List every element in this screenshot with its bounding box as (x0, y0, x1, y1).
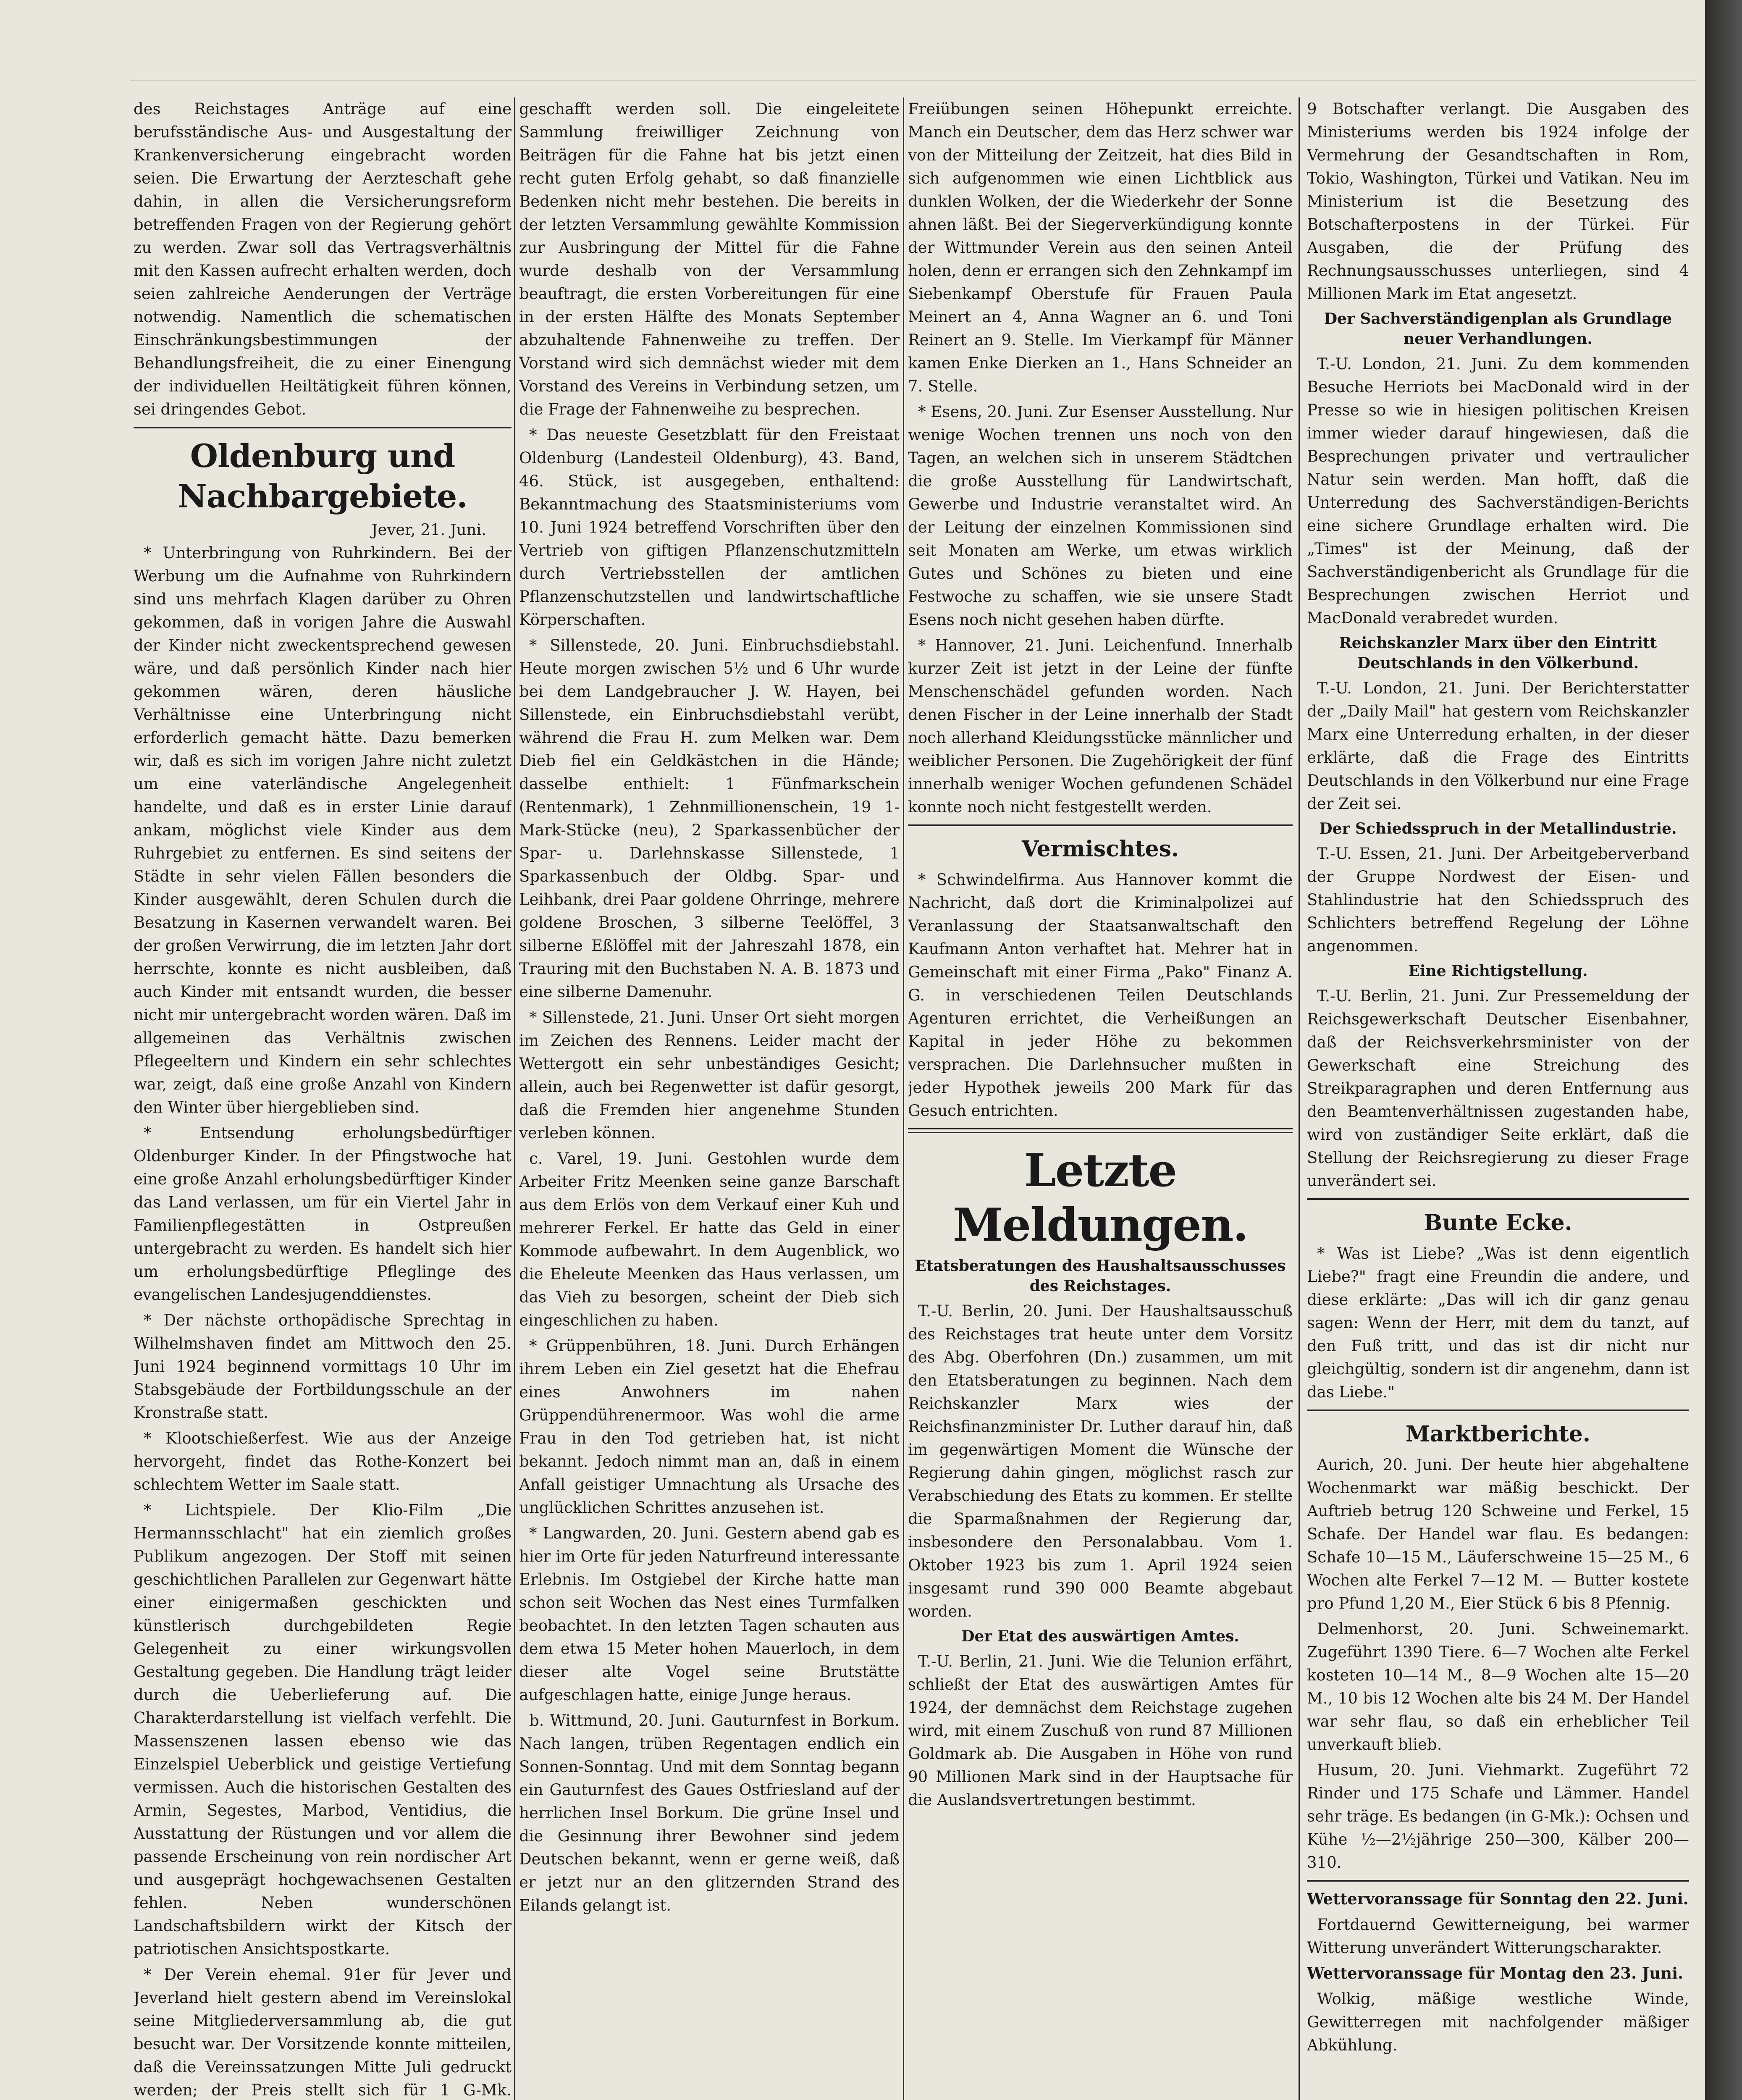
section-heading: Vermischtes. (1021, 836, 1179, 862)
article-text: T.-U. Berlin, 21. Juni. Zur Pressemeldung der Reichsgewerkschaft Deutscher Eisenbahner, daß der Reichsverkehrsminister von der Gewerkschaft eine Streichung des Streikparagraphen und deren Entfernung aus den Beamtenverhältnissen zugestanden habe, wird von zuständiger Seite erklärt, daß die Stellung der Reichsregierung zu dieser Frage unverändert sei. (1307, 987, 1689, 1190)
article-text: T.-U. London, 21. Juni. Zu dem kommenden Besuche Herriots bei MacDonald wird in der Presse so wie in hiesigen politischen Kreisen immer wieder darauf hingewiesen, daß die Besprechungen privater und vertraulicher Natur sein werden. Man hofft, daß die Unterredung des Sachverständigen-Berichts eine sichere Grundlage erhalten wird. Die „Times" ist der Meinung, daß der Sachverständigenbericht als Grundlage für die Besprechungen zwischen Herriot und MacDonald verabredet wurden. (1307, 355, 1689, 627)
article-text: * Das neueste Gesetzblatt für den Freistaat Oldenburg (Landesteil Oldenburg), 43. Band, 46. Stück, ist ausgegeben, enthaltend: Bekanntmachung des Staatsministeriums vom 10. Juni 1924 betreffend Vorschriften über den Vertrieb von giftigen Pflanzenschutzmitteln durch Vertriebsstellen der amtlichen Pflanzenschutzstellen und landwirtschaftliche Körperschaften. (519, 426, 900, 629)
section-heading: Marktberichte. (1406, 1421, 1590, 1447)
article-text: * Was ist Liebe? „Was ist denn eigentlich Liebe?" fragt eine Freundin die andere, und diese erklärte: „Das will ich dir ganz genau sagen: Wenn der Herr, mit dem du tanzt, auf den Fuß tritt, und das ist dir nicht nur gleichgültig, sondern ist dir angenehm, dann ist das Liebe." (1307, 1244, 1689, 1401)
article-text: * Der Verein ehemal. 91er für Jever und Jeverland hielt gestern abend im Vereinslokal seine Mitgliederversammlung ab, die gut besucht war. Der Vorsitzende konnte mitteilen, daß die Vereinssatzungen Mitte Juli gedruckt werden; der Preis stellt sich für 1 G-Mk. (134, 1966, 512, 2099)
article-text: Husum, 20. Juni. Viehmarkt. Zugeführt 72 Rinder und 175 Schafe und Lämmer. Handel sehr träge. Es bedangen (in G-Mk.): Ochsen und Kühe ½—2½jährige 250—300, Kälber 200—310. (1307, 1761, 1689, 1872)
article-text: T.-U. Berlin, 21. Juni. Wie die Telunion erfährt, schließt der Etat des auswärtigen Amtes für 1924, der demnächst dem Reichstage zugehen wird, mit einem Zuschuß von rund 87 Millionen Goldmark ab. Die Ausgaben in Höhe von rund 90 Millionen Mark sind in der Hauptsache für die Auslandsvertretungen bestimmt. (908, 1652, 1293, 1809)
article-text: * Entsendung erholungsbedürftiger Oldenburger Kinder. In der Pfingstwoche hat eine große Anzahl erholungsbedürftiger Kinder das Land verlassen, um für ein Viertel Jahr in Familienpflegestätten in Ostpreußen untergebracht zu werden. Es handelt sich hier um erholungsbedürftige Pfleglinge des evangelischen Landesjugenddienstes. (134, 1124, 512, 1304)
divider (908, 1128, 1293, 1133)
divider (1307, 1410, 1689, 1411)
article-text: 9 Botschafter verlangt. Die Ausgaben des Ministeriums werden bis 1924 infolge der Vermehrung der Gesandtschaften in Rom, Tokio, Washington, Türkei und Vatikan. Neu im Ministerium ist die Besetzung des Botschafterpostens in der Türkei. Für Ausgaben, die der Prüfung des Rechnungsausschusses unterliegen, sind 4 Millionen Mark im Etat angesetzt. (1307, 100, 1689, 303)
article-text: * Sillenstede, 20. Juni. Einbruchsdiebstahl. Heute morgen zwischen 5½ und 6 Uhr wurde bei dem Landgebraucher J. W. Hayen, bei Sillenstede, ein Einbruchsdiebstahl verübt, während die Frau H. zum Melken war. Dem Dieb fiel ein Geldkästchen in die Hände; dasselbe enthielt: 1 Fünfmarkschein (Rentenmark), 1 Zehnmillionenschein, 19 1-Mark-Stücke (neu), 2 Sparkassenbücher der Spar- u. Darlehnskasse Sillenstede, 1 Sparkassenbuch der Oldbg. Spar- und Leihbank, drei Paar goldene Ohrringe, mehrere goldene Broschen, 3 silberne Teelöffel, 3 silberne Eßlöffel mit der Jahreszahl 1878, ein Trauring mit den Buchstaben N. A. B. 1873 und eine silberne Damenuhr. (519, 636, 900, 1001)
section-heading: Bunte Ecke. (1424, 1210, 1572, 1236)
column-2 (519, 97, 900, 2100)
section-heading: Letzte Meldungen. (952, 1144, 1248, 1252)
dateline: Jever, 21. Juni. (371, 521, 486, 539)
section-heading: Oldenburg und Nachbargebiete. (178, 437, 467, 515)
divider (134, 427, 512, 428)
column-3 (908, 97, 1293, 2100)
scan-edge (1705, 0, 1742, 2100)
column-rule (1299, 97, 1300, 2100)
article-text: T.-U. Essen, 21. Juni. Der Arbeitgeberverband der Gruppe Nordwest der Eisen- und Stahlindustrie hat den Schiedsspruch des Schlichters betreffend Regelung der Löhne angenommen. (1307, 845, 1689, 955)
article-subheading: Der Sachverständigenplan als Grundlage neuer Verhandlungen. (1324, 310, 1672, 348)
article-text: * Hannover, 21. Juni. Leichenfund. Innerhalb kurzer Zeit ist jetzt in der Leine der fünfte Menschenschädel gefunden worden. Nach denen Fischer in der Leine innerhalb der Stadt noch allerhand Kleidungsstücke männlicher und weiblicher Personen. Die Zugehörigkeit der fünf innerhalb weniger Wochen gefundenen Schädel konnte noch nicht festgestellt werden. (908, 636, 1293, 816)
weather-text: Fortdauernd Gewitterneigung, bei warmer Witterung unverändert Witterungscharakter. (1307, 1916, 1689, 1957)
divider (1307, 1198, 1689, 1200)
column-4 (1307, 97, 1689, 2100)
article-subheading: Etatsberatungen des Haushaltsausschusses des Reichstages. (915, 1257, 1286, 1295)
divider (1307, 1880, 1689, 1882)
article-text: c. Varel, 19. Juni. Gestohlen wurde dem Arbeiter Fritz Meenken seine ganze Barschaft aus dem Erlös von dem Verkauf einer Kuh und mehrerer Ferkel. Er hatte das Geld in einer Kommode aufbewahrt. In dem Augenblick, wo die Eheleute Meenken das Haus verlassen, um das Vieh zu besorgen, scheint der Dieb sich eingeschlichen zu haben. (519, 1150, 900, 1329)
article-text: Aurich, 20. Juni. Der heute hier abgehaltene Wochenmarkt war mäßig beschickt. Der Auftrieb betrug 120 Schweine und Ferkel, 15 Schafe. Der Handel war flau. Es bedangen: Schafe 10—15 M., Läuferschweine 15—25 M., 6 Wochen alte Ferkel 7—12 M. — Butter kostete pro Pfund 1,20 M., Eier Stück 6 bis 8 Pfennig. (1307, 1456, 1689, 1612)
column-rule (903, 97, 904, 2100)
article-text: * Sillenstede, 21. Juni. Unser Ort sieht morgen im Zeichen des Rennens. Leider macht der Wettergott ein sehr unbeständiges Gesicht; allein, auch bei Regenwetter ist dafür gesorgt, daß die Fremden hier angenehme Stunden verleben können. (519, 1008, 900, 1142)
article-subheading: Eine Richtigstellung. (1408, 962, 1588, 980)
top-border (130, 80, 1697, 81)
article-text: Freiübungen seinen Höhepunkt erreichte. Manch ein Deutscher, dem das Herz schwer war von der Mitteilung der Zeitzeit, hat dies Bild in sich aufgenommen wie einen Lichtblick aus dunklen Wolken, der die Wiederkehr der Sonne ahnen läßt. Bei der Siegerverkündigung konnte der Wittmunder Verein aus den seinen Anteil holen, denn er errangen sich den Zehnkampf im Siebenkampf Oberstufe für Frauen Paula Meinert an 4, Anna Wagner an 6. und Toni Reinert an 9. Stelle. Im Vierkampf für Männer kamen Enke Dierken an 1., Hans Schneider an 7. Stelle. (908, 100, 1293, 395)
article-text: b. Wittmund, 20. Juni. Gauturnfest in Borkum. Nach langen, trüben Regentagen endlich ein Sonnen-Sonntag. Und mit dem Sonntag begann ein Gauturnfest des Gaues Ostfriesland auf der herrlichen Insel Borkum. Die grüne Insel und die Gesinnung ihrer Bewohner sind jedem Deutschen bekannt, wenn er gerne weiß, daß er jetzt nur an den glitzernden Strand des Eilands gelangt ist. (519, 1712, 900, 1914)
article-text: * Lichtspiele. Der Klio-Film „Die Hermannsschlacht" hat ein ziemlich großes Publikum angezogen. Der Stoff mit seinen geschichtlichen Parallelen zur Gegenwart hätte einer einigermaßen geschickten und künstlerisch durchgebildeten Regie Gelegenheit zu einer wirkungsvollen Gestaltung gegeben. Die Handlung trägt leider durch die Ueberlieferung auf. Die Charakterdarstellung ist vielfach verfehlt. Die Massenszenen lassen ebenso wie das Einzelspiel Ueberblick und geistige Vertiefung vermissen. Auch die historischen Gestalten des Armin, Segestes, Marbod, Ventidius, die Ausstattung der Rüstungen und vor allem die passende Erscheinung von rein nordischer Art und ausgeprägt hochgewachsenen Gestalten fehlen. Neben wunderschönen Landschaftsbildern wirkt der Kitsch der patriotischen Ansichtspostkarte. (134, 1501, 512, 1958)
article-text: * Esens, 20. Juni. Zur Esenser Ausstellung. Nur wenige Wochen trennen uns noch von den Tagen, an welchen sich in unserem Städtchen die große Ausstellung für Landwirtschaft, Gewerbe und Industrie veranstaltet wird. An der Leitung der einzelnen Kommissionen sind seit Monaten am Werke, um etwas wirklich Gutes und Schönes zu bieten und eine Festwoche zu schaffen, wie sie unsere Stadt Esens noch nicht gesehen haben dürfte. (908, 403, 1293, 629)
article-text: * Der nächste orthopädische Sprechtag in Wilhelmshaven findet am Mittwoch den 25. Juni 1924 beginnend vormittags 10 Uhr im Stabsgebäude der Fortbildungsschule an der Kronstraße statt. (134, 1311, 512, 1422)
article-text: * Schwindelfirma. Aus Hannover kommt die Nachricht, daß dort die Kriminalpolizei auf Veranlassung der Staatsanwaltschaft den Kaufmann Anton verhaftet hat. Mehrer hat in Gemeinschaft mit einer Firma „Pako" Finanz A. G. in verschiedenen Teilen Deutschlands Agenturen errichtet, die Verheißungen an Kapital in jeder Höhe zu bekommen versprachen. Die Darlehnsucher mußten in jeder Hypothek jeweils 200 Mark für das Gesuch entrichten. (908, 871, 1293, 1120)
weather-text: Wolkig, mäßige westliche Winde, Gewitterregen mit nachfolgender mäßiger Abkühlung. (1307, 1990, 1689, 2054)
article-subheading: Der Schiedsspruch in der Metallindustrie. (1319, 820, 1677, 837)
article-text: T.-U. London, 21. Juni. Der Berichterstatter der „Daily Mail" hat gestern vom Reichskanzler Marx eine Unterredung erhalten, in der dieser erklärte, daß die Frage des Eintritts Deutschlands in den Völkerbund nur eine Frage der Zeit sei. (1307, 679, 1689, 813)
divider (908, 824, 1293, 826)
weather-heading: Wettervoranssage für Montag den 23. Juni. (1307, 1964, 1684, 1982)
article-subheading: Reichskanzler Marx über den Eintritt Deutschlands in den Völkerbund. (1339, 634, 1657, 672)
article-text: Delmenhorst, 20. Juni. Schweinemarkt. Zugeführt 1390 Tiere. 6—7 Wochen alte Ferkel kosteten 10—14 M., 8—9 Wochen alte 15—20 M., 10 bis 12 Wochen alte bis 24 M. Der Handel war sehr flau, so daß ein erheblicher Teil unverkauft blieb. (1307, 1620, 1689, 1754)
article-text: * Klootschießerfest. Wie aus der Anzeige hervorgeht, findet das Rothe-Konzert bei schlechtem Wetter im Saale statt. (134, 1429, 512, 1494)
article-text: * Grüppenbühren, 18. Juni. Durch Erhängen ihrem Leben ein Ziel gesetzt hat die Ehefrau eines Anwohners im nahen Grüppendührenermoor. Was wohl die arme Frau in den Tod getrieben hat, ist nicht bekannt. Jedoch nimmt man an, daß in einem Anfall geistiger Umnachtung als Ursache des unglücklichen Schrittes anzusehen ist. (519, 1337, 900, 1517)
article-text: * Langwarden, 20. Juni. Gestern abend gab es hier im Orte für jeden Naturfreund interessante Erlebnis. Im Ostgiebel der Kirche hatte man schon seit Wochen das Nest eines Turmfalken beobachtet. In den letzten Tagen schauten aus dem etwa 15 Meter hohen Mauerloch, in dem dieser alte Vogel seine Brutstätte aufgeschlagen hatte, einige Junge heraus. (519, 1524, 900, 1704)
article-text: geschafft werden soll. Die eingeleitete Sammlung freiwilliger Zeichnung von Beiträgen für die Fahne hat bis jetzt einen recht guten Erfolg gehabt, so daß finanzielle Bedenken nicht mehr bestehen. Die bereits in der letzten Versammlung gewählte Kommission zur Ausbringung der Mittel für die Fahne wurde deshalb von der Versammlung beauftragt, die ersten Vorbereitungen für eine in der ersten Hälfte des Monats September abzuhaltende Fahnenweihe zu treffen. Der Vorstand wird sich demnächst wieder mit dem Vorstand des Vereins in Verbindung setzen, um die Frage der Fahnenweihe zu besprechen. (519, 100, 900, 418)
article-text: des Reichstages Anträge auf eine berufsständische Aus- und Ausgestaltung der Krankenversicherung eingebracht worden seien. Die Erwartung der Aerzteschaft gehe dahin, in allen die Versicherungsreform betreffenden Fragen von der Regierung gehört zu werden. Zwar soll das Vertragsverhältnis mit den Kassen aufrecht erhalten werden, doch seien zahlreiche Aenderungen der Verträge notwendig. Namentlich die schematischen Einschränkungsbestimmungen der Behandlungsfreiheit, die zu einer Einengung der individuellen Heiltätigkeit führen können, sei dringendes Gebot. (134, 100, 512, 418)
article-text: * Unterbringung von Ruhrkindern. Bei der Werbung um die Aufnahme von Ruhrkindern sind uns mehrfach Klagen darüber zu Ohren gekommen, daß in vorigen Jahre die Auswahl der Kinder nicht zweckentsprechend gewesen wäre, und daß persönlich Kinder nach hier gekommen wären, deren häusliche Verhältnisse eine Unterbringung nicht erforderlich gemacht hätte. Dazu bemerken wir, daß es sich im vorigen Jahre nicht zuletzt um eine vaterländische Angelegenheit handelte, und daß es in erster Linie darauf ankam, möglichst viele Kinder aus dem Ruhrgebiet zu entfernen. Es sind seitens der Städte in sehr vielen Fällen besonders die Kinder ausgewählt, deren Schulen durch die Besatzung in Kasernen verwandelt waren. Bei der großen Verwirrung, die im letzten Jahr dort herrschte, konnte es nicht ausbleiben, daß auch Kinder mit entsandt wurden, die besser nicht mir untergebracht worden wären. Daß im allgemeinen das Verhältnis zwischen Pflegeeltern und Kindern ein sehr schlechtes war, zeigt, daß eine große Anzahl von Kindern den Winter über hiergeblieben sind. (134, 544, 512, 1116)
weather-heading: Wettervoranssage für Sonntag den 22. Juni. (1307, 1890, 1689, 1908)
column-rule (514, 97, 515, 2100)
column-1 (134, 97, 512, 2100)
article-subheading: Der Etat des auswärtigen Amtes. (961, 1628, 1239, 1645)
article-text: T.-U. Berlin, 20. Juni. Der Haushaltsausschuß des Reichstages trat heute unter dem Vorsitz des Abg. Oberfohren (Dn.) zusammen, um mit den Etatsberatungen zu beginnen. Nach dem Reichskanzler Marx wies der Reichsfinanzminister Dr. Luther darauf hin, daß im gegenwärtigen Moment die Wünsche der Regierung dahin gingen, möglichst rasch zur Verabschiedung des Etats zu kommen. Er stellte die Sparmaßnahmen der Regierung dar, insbesondere den Personalabbau. Vom 1. Oktober 1923 bis zum 1. April 1924 seien insgesamt rund 390 000 Beamte abgebaut worden. (908, 1302, 1293, 1620)
